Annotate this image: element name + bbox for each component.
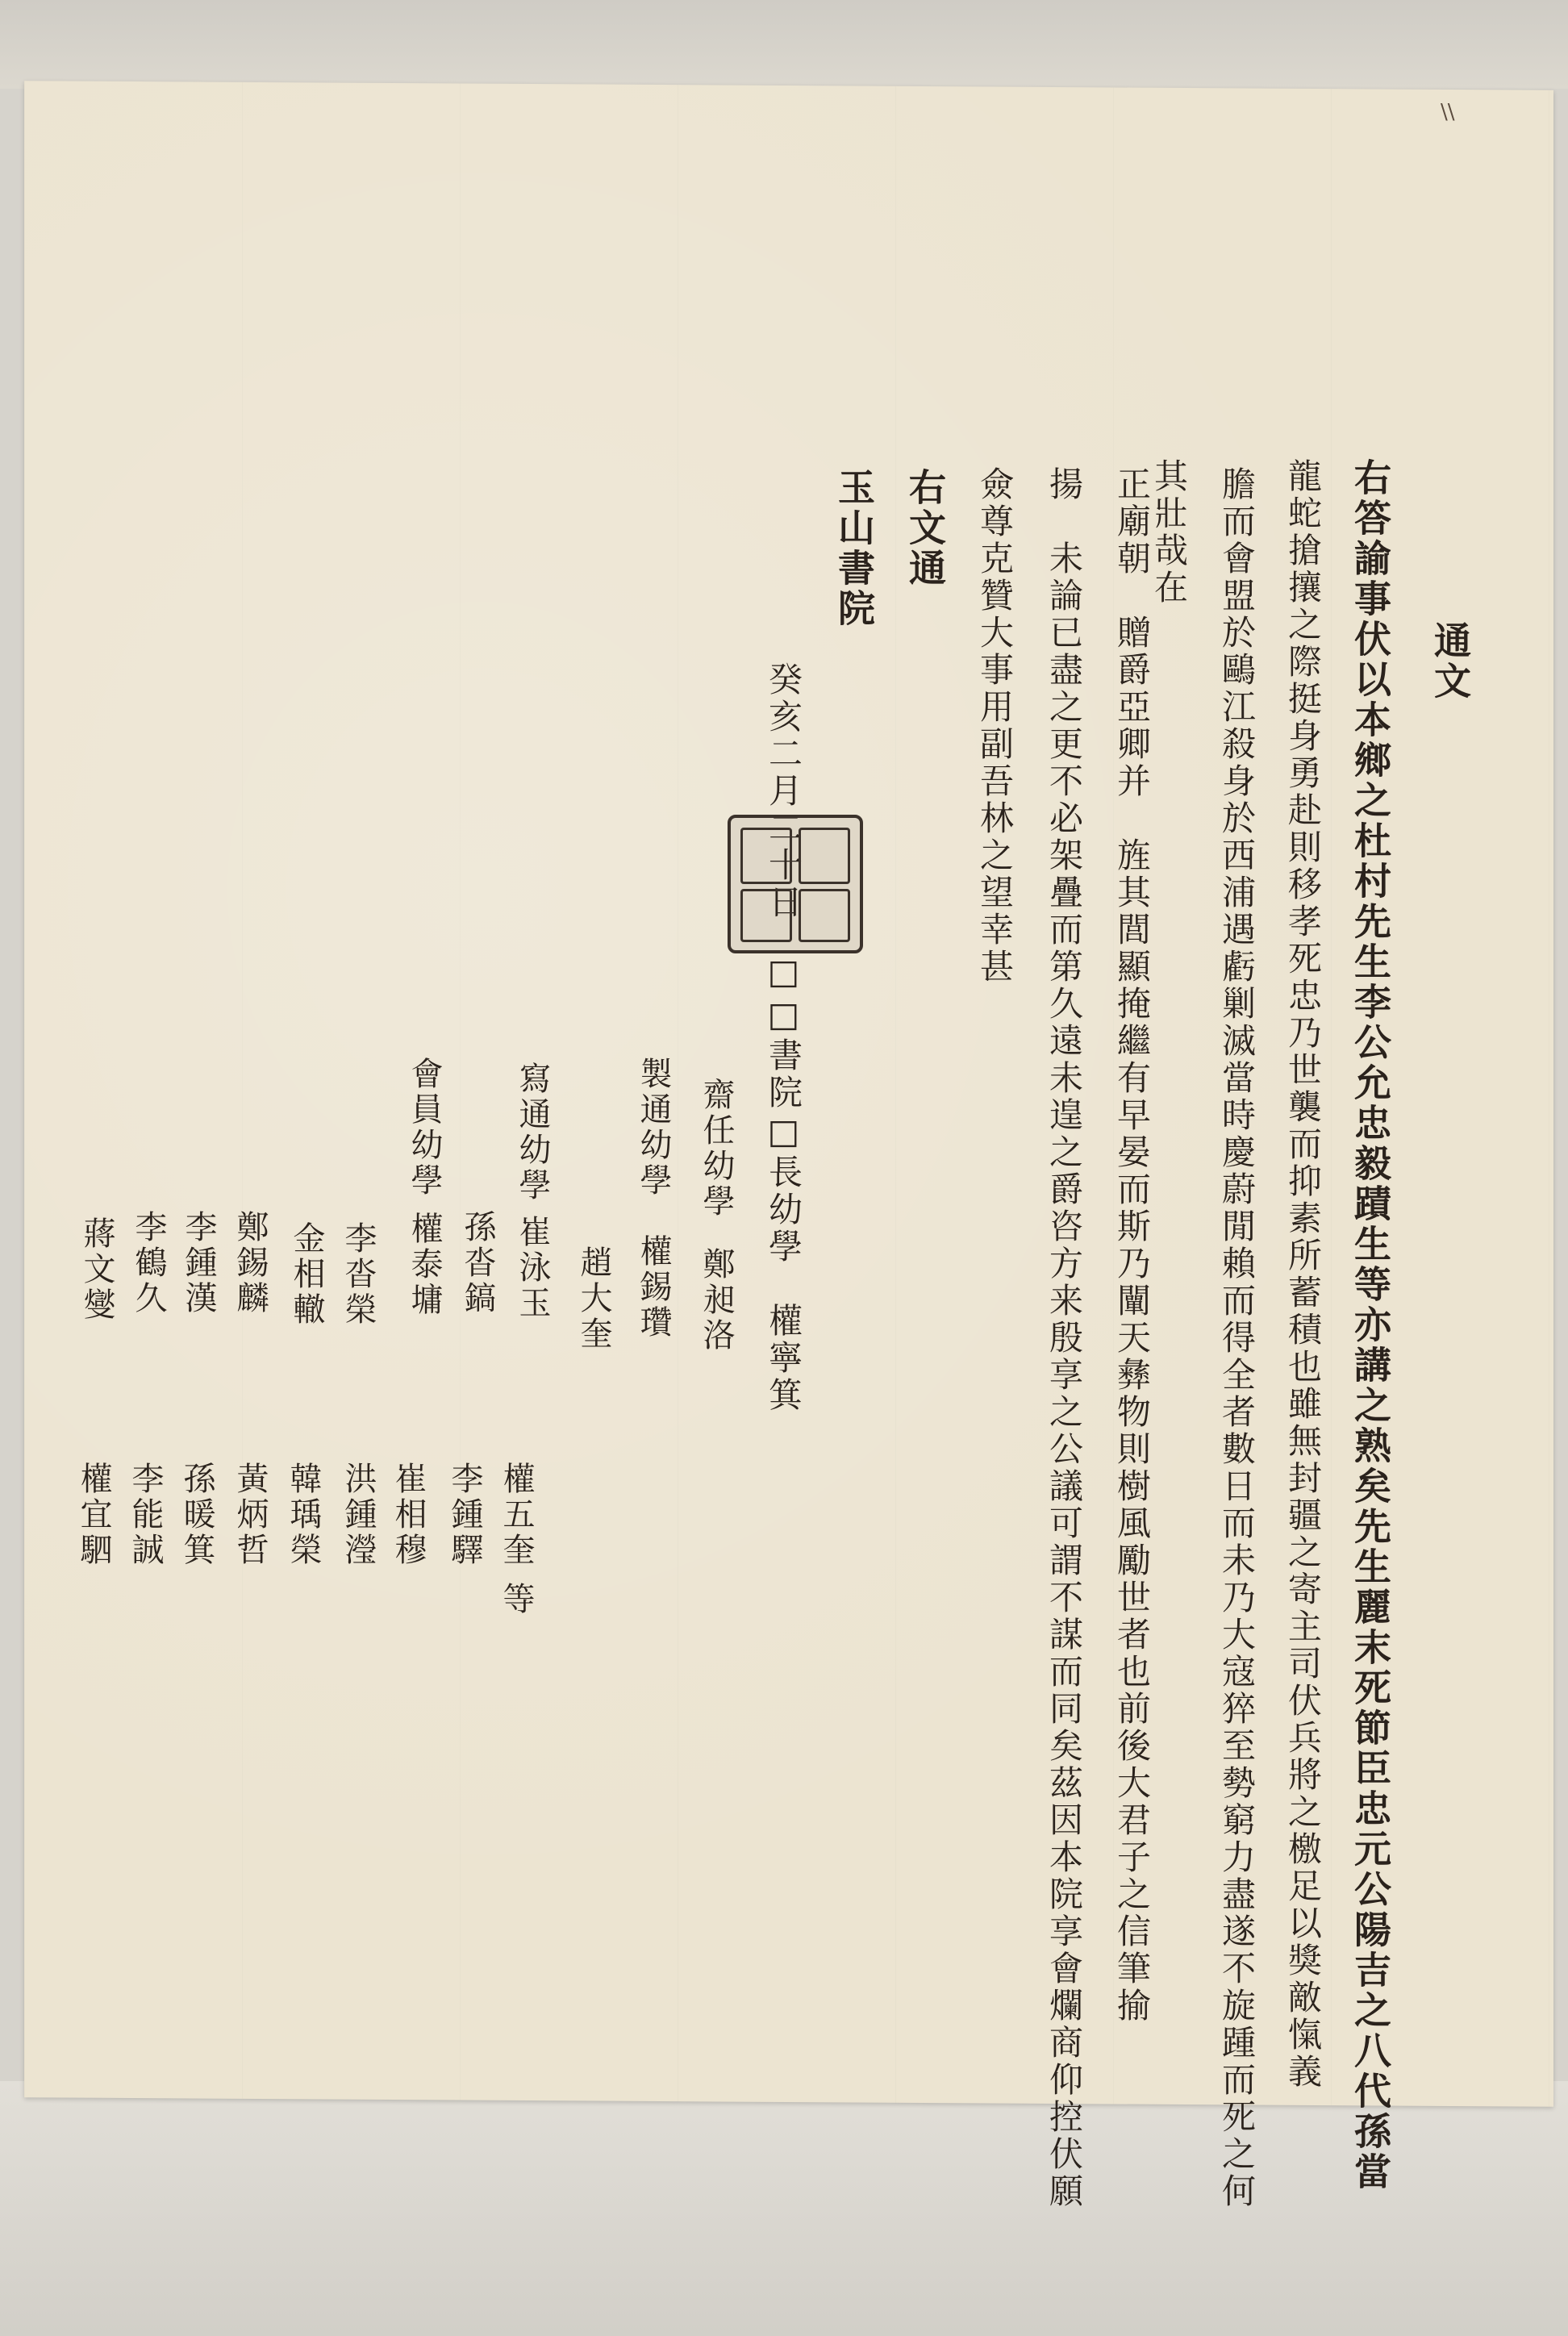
body-column-6: 揚 未論已盡之更不必架疊而第久遠未遑之爵咨方来殷享之公議可謂不謀而同矣茲因本院享會爛商仰控伏願: [1045, 466, 1084, 2210]
officer-name-5: 孫沓鎬: [459, 1210, 496, 1316]
member-3: 崔相穆: [390, 1462, 427, 1568]
officer-name-1: 鄭昶洛: [698, 1247, 735, 1354]
member-9: 權宜駟: [75, 1462, 112, 1568]
officer-title-6: 會員幼學: [406, 1057, 443, 1199]
officer-name-2: 權錫瓚: [635, 1234, 672, 1341]
officer-name-4: 崔泳玉: [514, 1215, 551, 1321]
officer-name-7: 李沓榮: [340, 1221, 377, 1328]
officer-name-12: 蔣文燮: [78, 1216, 115, 1323]
member-1: 權五奎 等: [498, 1462, 535, 1617]
ink-mark: \\: [1441, 100, 1455, 124]
body-column-2: 龍蛇搶攘之際挺身勇赴則移孝死忠乃世襲而抑素所蓄積也雖無封疆之寄主司伏兵將之檄足以獎敵愾義: [1283, 458, 1323, 2091]
address-right: 右文通: [903, 468, 947, 589]
date-line: 癸亥二月二十日: [764, 661, 803, 921]
officer-name-6: 權泰墉: [406, 1212, 443, 1318]
member-4: 洪鍾瀅: [340, 1462, 377, 1568]
officer-title-4: 寫通幼學: [514, 1062, 551, 1203]
member-6: 黃炳哲: [231, 1462, 269, 1568]
backdrop-bottom: [0, 2081, 1568, 2336]
officer-name-3: 趙大奎: [575, 1245, 612, 1352]
officer-name-10: 李鍾漢: [180, 1210, 217, 1316]
officer-name-11: 李鶴久: [130, 1210, 167, 1316]
body-column-3: 膽而會盟於鷗江殺身於西浦遇虧剿滅當時慶蔚閒賴而得全者數日而未乃大寇猝至勢窮力盡遂不旋踵而死之何: [1217, 466, 1257, 2210]
backdrop-top: [0, 0, 1568, 89]
body-column-7: 僉尊克贊大事用副吾林之望幸甚: [975, 466, 1015, 986]
document-heading: 通文: [1428, 621, 1472, 702]
body-column-5: 正廟朝 贈爵亞卿并 旌其閭顯掩繼有早晏而斯乃闡天彝物則樹風勵世者也前後大君子之信筆揄: [1112, 466, 1152, 2025]
officer-title-2: 製通幼學: [635, 1057, 672, 1199]
sender-line: □□書院□長幼學 權寧箕: [764, 952, 803, 1414]
seal-stamp: [728, 815, 863, 953]
member-2: 李鍾驛: [446, 1462, 483, 1568]
officer-name-9: 鄭錫麟: [231, 1210, 269, 1316]
address-school: 玉山書院: [832, 468, 876, 629]
member-5: 韓瑀榮: [285, 1462, 322, 1568]
officer-name-8: 金相轍: [288, 1221, 325, 1328]
body-column-4: 其壯哉在: [1149, 458, 1189, 607]
officer-title-1: 齋任幼學: [698, 1078, 735, 1220]
member-8: 李能誠: [127, 1462, 164, 1568]
body-column-1: 右答諭事伏以本鄉之杜村先生李公允忠毅蹟生等亦講之熟矣先生麗末死節臣忠元公陽吉之八代孫當: [1349, 458, 1392, 2192]
member-7: 孫暖箕: [178, 1462, 215, 1568]
